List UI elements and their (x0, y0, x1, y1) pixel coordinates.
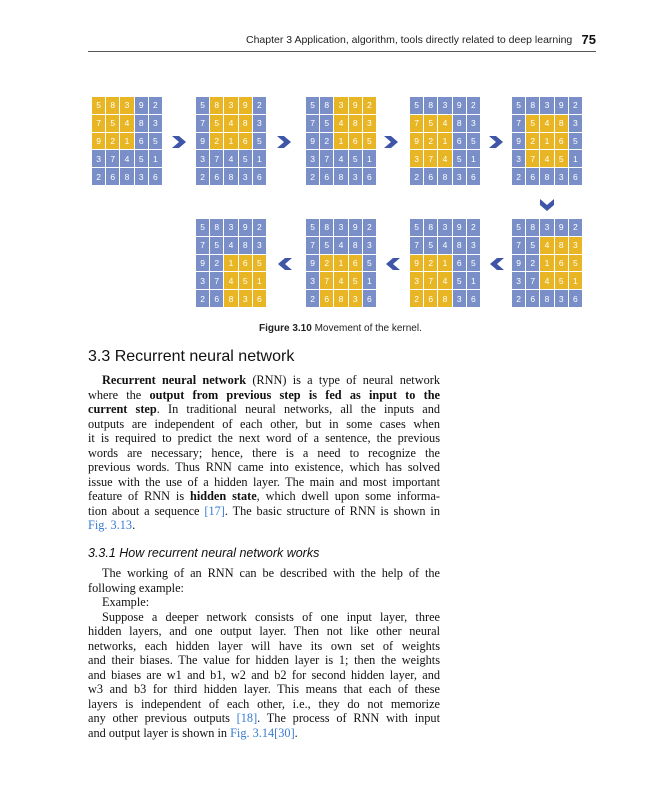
matrix-cell: 2 (467, 219, 480, 236)
matrix-cell: 7 (106, 150, 119, 167)
matrix-cell: 3 (253, 237, 266, 254)
section-title: 3.3 Recurrent neural network (88, 348, 295, 365)
kernel-cell: 3 (224, 97, 237, 114)
text-line: Example: (102, 595, 150, 609)
matrix-cell: 7 (512, 115, 525, 132)
kernel-cell: 8 (239, 115, 252, 132)
kernel-cell: 1 (224, 255, 237, 272)
matrix-cell: 3 (306, 150, 319, 167)
matrix-cell: 8 (438, 168, 451, 185)
matrix-cell: 7 (410, 237, 423, 254)
arrow-down-icon (540, 199, 554, 211)
matrix-cell: 8 (320, 97, 333, 114)
matrix-cell: 5 (239, 150, 252, 167)
matrix-cell: 1 (569, 150, 582, 167)
matrix-cell: 3 (467, 237, 480, 254)
matrix-cell: 6 (253, 168, 266, 185)
kernel-cell: 6 (349, 255, 362, 272)
kernel-cell: 2 (106, 133, 119, 150)
chapter-title: Chapter 3 Application, algorithm, tools directly related to deep learning (246, 34, 573, 46)
matrix-cell: 5 (196, 97, 209, 114)
matrix-cell: 2 (210, 255, 223, 272)
arrow-right-icon (277, 136, 291, 148)
kernel-cell: 5 (555, 150, 568, 167)
matrix-cell: 1 (363, 272, 376, 289)
kernel-cell: 5 (349, 272, 362, 289)
kernel-cell: 5 (106, 115, 119, 132)
kernel-cell: 8 (334, 290, 347, 307)
matrix-cell: 9 (349, 219, 362, 236)
kernel-cell: 6 (349, 133, 362, 150)
kernel-cell: 2 (363, 97, 376, 114)
matrix-cell: 5 (363, 255, 376, 272)
kernel-cell: 8 (555, 237, 568, 254)
text-run: any other previous outputs (88, 711, 237, 725)
kernel-cell: 5 (569, 255, 582, 272)
matrix-cell: 1 (149, 150, 162, 167)
kernel-cell: 6 (239, 133, 252, 150)
kernel-cell: 6 (253, 290, 266, 307)
matrix-cell: 3 (135, 168, 148, 185)
matrix-cell: 5 (410, 219, 423, 236)
matrix-cell: 9 (512, 133, 525, 150)
kernel-cell: 7 (320, 272, 333, 289)
kernel-cell: 6 (555, 255, 568, 272)
text-line: following example: (88, 580, 184, 595)
matrix-cell: 5 (320, 237, 333, 254)
kernel-cell: 4 (438, 272, 451, 289)
text-run: . In traditional neural networks, all the inputs and (156, 402, 440, 416)
matrix-cell: 5 (253, 133, 266, 150)
text-run: and output layer is shown in (88, 725, 231, 740)
matrix-cell: 6 (363, 168, 376, 185)
kernel-cell: 4 (540, 272, 553, 289)
kernel-cell: 1 (224, 133, 237, 150)
kernel-cell: 9 (349, 97, 362, 114)
matrix-cell: 5 (349, 150, 362, 167)
text-line: outputs are independent of each other, but in some cases when (88, 416, 440, 431)
matrix-cell: 2 (320, 133, 333, 150)
paragraph-how-rnn-works (88, 566, 440, 595)
matrix-cell: 2 (253, 97, 266, 114)
matrix-cell: 3 (363, 237, 376, 254)
matrix-cell: 7 (306, 237, 319, 254)
matrix-cell: 9 (306, 133, 319, 150)
kernel-step-grid (512, 219, 582, 307)
matrix-cell: 3 (512, 150, 525, 167)
kernel-cell: 3 (239, 290, 252, 307)
kernel-step-grid (410, 97, 480, 185)
kernel-cell: 1 (438, 133, 451, 150)
matrix-cell: 2 (569, 97, 582, 114)
matrix-cell: 6 (569, 168, 582, 185)
text-run: . (294, 725, 298, 740)
matrix-cell: 3 (92, 150, 105, 167)
matrix-cell: 8 (540, 290, 553, 307)
matrix-cell: 7 (196, 115, 209, 132)
matrix-cell: 4 (334, 237, 347, 254)
matrix-cell: 5 (453, 272, 466, 289)
matrix-cell: 7 (306, 115, 319, 132)
bold-term: hidden state (189, 489, 257, 503)
kernel-cell: 4 (120, 115, 133, 132)
figure-link[interactable]: Fig. 3.14 (230, 725, 275, 740)
kernel-cell: 8 (555, 115, 568, 132)
matrix-cell: 5 (210, 237, 223, 254)
citation-link[interactable]: [30] (274, 725, 295, 740)
kernel-cell: 9 (410, 133, 423, 150)
text-line (88, 489, 440, 504)
matrix-cell: 3 (438, 219, 451, 236)
kernel-cell: 5 (424, 115, 437, 132)
matrix-cell: 5 (135, 150, 148, 167)
matrix-cell: 5 (526, 237, 539, 254)
kernel-cell: 7 (424, 272, 437, 289)
matrix-cell: 5 (306, 219, 319, 236)
text-line: previous words. Thus RNN came into existence, which has solved (88, 460, 440, 474)
kernel-cell: 5 (92, 97, 105, 114)
text-run: feature of RNN is (88, 489, 190, 503)
matrix-cell: 5 (569, 133, 582, 150)
matrix-cell: 5 (410, 97, 423, 114)
text-line (88, 388, 440, 403)
matrix-cell: 1 (363, 150, 376, 167)
citation-link[interactable]: [17] (204, 503, 225, 518)
matrix-cell: 9 (135, 97, 148, 114)
matrix-cell: 7 (320, 150, 333, 167)
matrix-cell: 3 (555, 168, 568, 185)
matrix-cell: 8 (334, 168, 347, 185)
matrix-cell: 8 (135, 115, 148, 132)
kernel-cell: 3 (349, 290, 362, 307)
text-line: hidden layers, and one output layer. Then not like other neural (88, 624, 440, 638)
kernel-cell: 6 (320, 290, 333, 307)
matrix-cell: 9 (555, 97, 568, 114)
kernel-cell: 1 (438, 255, 451, 272)
matrix-cell: 7 (210, 272, 223, 289)
matrix-cell: 2 (363, 219, 376, 236)
kernel-cell: 4 (224, 272, 237, 289)
matrix-cell: 3 (349, 168, 362, 185)
kernel-cell: 2 (410, 290, 423, 307)
text-line: The working of an RNN can be described with the help of the (102, 566, 440, 580)
matrix-cell: 5 (453, 150, 466, 167)
matrix-cell: 3 (540, 219, 553, 236)
kernel-cell: 3 (363, 115, 376, 132)
kernel-step-grid (306, 97, 376, 185)
matrix-cell: 5 (512, 219, 525, 236)
kernel-cell: 4 (540, 150, 553, 167)
kernel-cell: 1 (540, 255, 553, 272)
matrix-cell: 4 (438, 237, 451, 254)
citation-link[interactable]: [18] (236, 711, 258, 725)
matrix-cell: 6 (135, 133, 148, 150)
bold-term: current step (88, 402, 157, 416)
kernel-step-grid (196, 219, 266, 307)
text-line (88, 726, 440, 741)
matrix-cell: 6 (526, 290, 539, 307)
kernel-cell: 4 (540, 115, 553, 132)
kernel-cell: 3 (569, 237, 582, 254)
text-line: layers is independent of each other, i.e., they do not memorize (88, 696, 440, 711)
matrix-cell: 8 (453, 237, 466, 254)
matrix-cell: 3 (453, 168, 466, 185)
paragraph-rnn-intro (88, 373, 440, 533)
kernel-cell: 9 (239, 97, 252, 114)
kernel-cell: 7 (410, 115, 423, 132)
matrix-cell: 2 (512, 168, 525, 185)
matrix-cell: 9 (453, 97, 466, 114)
matrix-cell: 1 (467, 150, 480, 167)
kernel-cell: 8 (438, 290, 451, 307)
matrix-cell: 6 (149, 168, 162, 185)
matrix-cell: 3 (196, 150, 209, 167)
figure-caption-text: Movement of the kernel. (311, 323, 422, 334)
matrix-cell: 6 (467, 168, 480, 185)
matrix-cell: 5 (320, 115, 333, 132)
page-number: 75 (581, 32, 596, 47)
text-line: and their biases. The value for hidden layer is 1; then the weights (88, 653, 440, 667)
kernel-cell: 5 (555, 272, 568, 289)
matrix-cell: 8 (526, 219, 539, 236)
matrix-cell: 4 (224, 150, 237, 167)
matrix-cell: 6 (526, 168, 539, 185)
bold-term: output from previous step is fed as input to the (149, 387, 440, 402)
kernel-cell: 8 (224, 290, 237, 307)
matrix-cell: 2 (196, 290, 209, 307)
matrix-cell: 2 (253, 219, 266, 236)
kernel-cell: 1 (540, 133, 553, 150)
text-run: (RNN) is a type of neural network (246, 373, 440, 387)
kernel-cell: 3 (410, 150, 423, 167)
matrix-cell: 3 (196, 272, 209, 289)
matrix-cell: 3 (453, 290, 466, 307)
matrix-cell: 4 (334, 150, 347, 167)
kernel-cell: 1 (120, 133, 133, 150)
kernel-cell: 1 (253, 272, 266, 289)
paragraph-example (88, 610, 440, 741)
kernel-cell: 5 (526, 115, 539, 132)
text-line (88, 518, 440, 533)
matrix-cell: 8 (224, 168, 237, 185)
kernel-step-grid (512, 97, 582, 185)
matrix-cell: 5 (196, 219, 209, 236)
text-line: networks, each hidden layer will have its own set of weights (88, 638, 440, 653)
text-line: words are necessary; hence, there is a need to recognize the (88, 445, 440, 460)
kernel-cell: 7 (92, 115, 105, 132)
kernel-cell: 5 (210, 115, 223, 132)
text-run: , which dwell upon some informa- (256, 489, 440, 503)
matrix-cell: 6 (210, 290, 223, 307)
matrix-cell: 9 (512, 255, 525, 272)
matrix-cell: 6 (569, 290, 582, 307)
matrix-cell: 9 (306, 255, 319, 272)
matrix-cell: 8 (526, 97, 539, 114)
kernel-step-grid (306, 219, 376, 307)
text-line: it is required to predict the next word of a sentence, the previous (88, 431, 440, 445)
arrow-right-icon (172, 136, 186, 148)
matrix-cell: 2 (467, 97, 480, 114)
matrix-cell: 9 (555, 219, 568, 236)
arrow-right-icon (384, 136, 398, 148)
matrix-cell: 6 (106, 168, 119, 185)
matrix-cell: 7 (526, 272, 539, 289)
kernel-cell: 5 (363, 133, 376, 150)
kernel-cell: 2 (424, 255, 437, 272)
matrix-cell: 3 (512, 272, 525, 289)
kernel-cell: 3 (334, 97, 347, 114)
matrix-cell: 8 (540, 168, 553, 185)
text-line (88, 711, 440, 726)
kernel-step-grid (92, 97, 162, 185)
matrix-cell: 6 (453, 255, 466, 272)
matrix-cell: 3 (224, 219, 237, 236)
kernel-cell: 8 (210, 97, 223, 114)
matrix-cell: 3 (569, 115, 582, 132)
matrix-cell: 6 (453, 133, 466, 150)
matrix-cell: 8 (210, 219, 223, 236)
matrix-cell: 8 (349, 237, 362, 254)
text-line (88, 402, 440, 417)
matrix-cell: 9 (453, 219, 466, 236)
kernel-cell: 1 (334, 133, 347, 150)
kernel-cell: 1 (569, 272, 582, 289)
matrix-cell: 2 (306, 168, 319, 185)
arrow-left-icon (490, 258, 504, 270)
matrix-cell: 2 (92, 168, 105, 185)
matrix-cell: 1 (253, 150, 266, 167)
matrix-cell: 8 (424, 219, 437, 236)
text-run: . The process of RNN with input (257, 711, 440, 725)
matrix-cell: 9 (239, 219, 252, 236)
matrix-cell: 9 (196, 133, 209, 150)
arrow-left-icon (386, 258, 400, 270)
matrix-cell: 6 (424, 168, 437, 185)
kernel-cell: 3 (410, 272, 423, 289)
matrix-cell: 6 (210, 168, 223, 185)
matrix-cell: 6 (467, 290, 480, 307)
matrix-cell: 2 (526, 255, 539, 272)
arrow-left-icon (278, 258, 292, 270)
matrix-cell: 3 (239, 168, 252, 185)
kernel-cell: 6 (239, 255, 252, 272)
kernel-cell: 4 (334, 115, 347, 132)
kernel-step-grid (196, 97, 266, 185)
matrix-cell: 5 (467, 133, 480, 150)
kernel-cell: 5 (239, 272, 252, 289)
kernel-cell: 5 (253, 255, 266, 272)
paragraph-example-label (88, 595, 440, 610)
text-run: . The basic structure of RNN is shown in (224, 503, 440, 518)
matrix-cell: 4 (224, 237, 237, 254)
kernel-cell: 2 (210, 133, 223, 150)
matrix-cell: 2 (196, 168, 209, 185)
matrix-cell: 8 (453, 115, 466, 132)
matrix-cell: 7 (196, 237, 209, 254)
matrix-cell: 8 (320, 219, 333, 236)
kernel-cell: 7 (424, 150, 437, 167)
matrix-cell: 9 (196, 255, 209, 272)
kernel-cell: 6 (555, 133, 568, 150)
matrix-cell: 2 (512, 290, 525, 307)
figure-label: Figure 3.10 (259, 323, 312, 334)
matrix-cell: 8 (239, 237, 252, 254)
matrix-cell: 7 (210, 150, 223, 167)
matrix-cell: 5 (306, 97, 319, 114)
text-line (88, 504, 440, 519)
kernel-cell: 9 (410, 255, 423, 272)
kernel-cell: 4 (540, 237, 553, 254)
kernel-cell: 2 (526, 133, 539, 150)
matrix-cell: 3 (306, 272, 319, 289)
matrix-cell: 3 (540, 97, 553, 114)
figure-link[interactable]: Fig. 3.13 (88, 518, 133, 532)
matrix-cell: 3 (467, 115, 480, 132)
text-run: tion about a sequence (88, 503, 205, 518)
matrix-cell: 7 (512, 237, 525, 254)
kernel-step-grid (410, 219, 480, 307)
matrix-cell: 4 (120, 150, 133, 167)
arrow-right-icon (489, 136, 503, 148)
text-line: and biases are w1 and b1, w2 and b2 for second hidden layer, and (88, 667, 440, 682)
matrix-cell: 3 (253, 115, 266, 132)
kernel-cell: 4 (224, 115, 237, 132)
kernel-cell: 7 (526, 150, 539, 167)
matrix-cell: 8 (424, 97, 437, 114)
matrix-cell: 5 (149, 133, 162, 150)
matrix-cell: 6 (363, 290, 376, 307)
kernel-cell: 9 (92, 133, 105, 150)
kernel-cell: 6 (424, 290, 437, 307)
kernel-cell: 2 (320, 255, 333, 272)
kernel-cell: 8 (349, 115, 362, 132)
matrix-cell: 3 (438, 97, 451, 114)
figure-caption (259, 323, 422, 334)
subsection-title: 3.3.1 How recurrent neural network works (88, 546, 320, 560)
matrix-cell: 2 (306, 290, 319, 307)
text-line: issue with the use of a hidden layer. The main and most important (88, 474, 440, 489)
matrix-cell: 1 (467, 272, 480, 289)
kernel-cell: 4 (438, 115, 451, 132)
kernel-movement-figure (0, 0, 648, 340)
kernel-cell: 4 (334, 272, 347, 289)
matrix-cell: 6 (320, 168, 333, 185)
kernel-cell: 3 (120, 97, 133, 114)
matrix-cell: 2 (569, 219, 582, 236)
text-line: Suppose a deeper network consists of one input layer, three (102, 609, 440, 624)
matrix-cell: 3 (555, 290, 568, 307)
kernel-cell: 2 (424, 133, 437, 150)
text-run: . (132, 518, 136, 532)
matrix-cell: 5 (424, 237, 437, 254)
matrix-cell: 8 (120, 168, 133, 185)
matrix-cell: 3 (149, 115, 162, 132)
text-run: where the (88, 387, 150, 402)
matrix-cell: 5 (512, 97, 525, 114)
matrix-cell: 5 (467, 255, 480, 272)
kernel-cell: 8 (106, 97, 119, 114)
matrix-cell: 2 (149, 97, 162, 114)
bold-term: Recurrent neural network (102, 373, 247, 387)
text-line: w3 and b3 for third hidden layer. This means that each of these (88, 682, 440, 696)
kernel-cell: 4 (438, 150, 451, 167)
matrix-cell: 2 (410, 168, 423, 185)
kernel-cell: 1 (334, 255, 347, 272)
matrix-cell: 3 (334, 219, 347, 236)
text-line (88, 373, 440, 388)
